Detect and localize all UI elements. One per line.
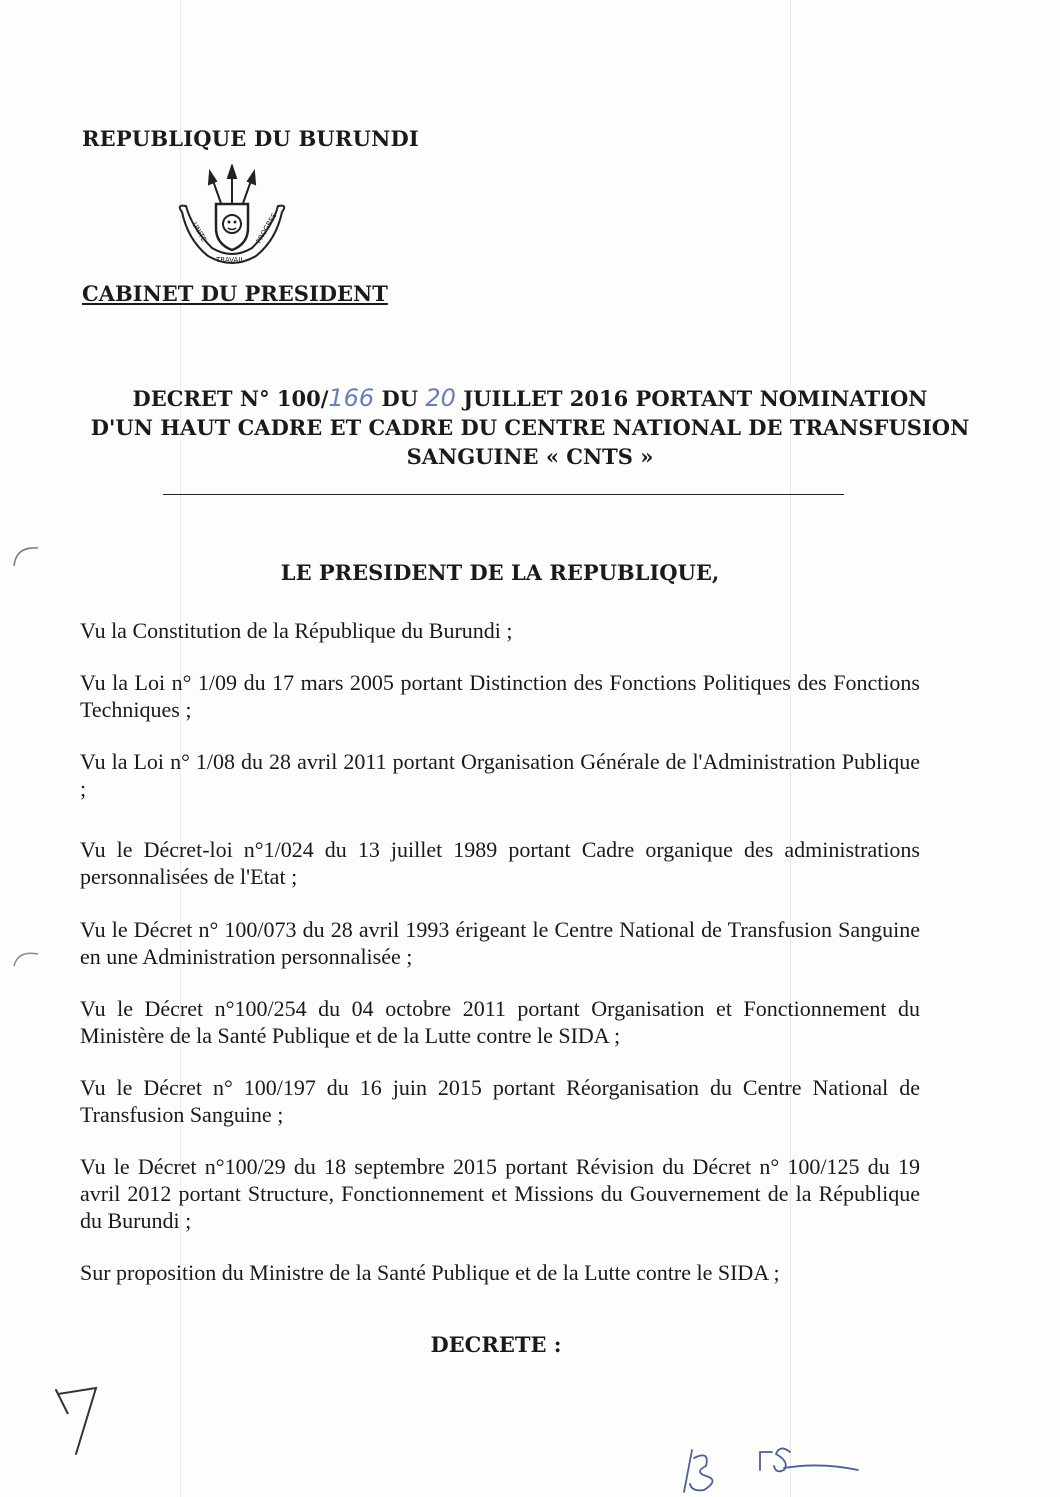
decree-title-line-1 [90,384,970,413]
punch-hole-mark [10,942,40,972]
decree-day-handwritten: 20 [425,384,456,412]
decree-number-prefix: DECRET N° 100/ [132,386,329,411]
president-heading: LE PRESIDENT DE LA REPUBLIQUE, [280,560,720,585]
visa-paragraph: Vu le Décret n°100/254 du 04 octobre 2011 portant Organisation et Fonctionnement du Ministère de la Santé Publique et de la Lutte contre le SIDA ; [80,996,920,1048]
visa-paragraph: Sur proposition du Ministre de la Santé Publique et de la Lutte contre le SIDA ; [80,1260,780,1285]
visa-paragraph: Vu la Loi n° 1/08 du 28 avril 2011 portant Organisation Générale de l'Administration Publique ; [80,749,920,801]
decree-title-line-3: SANGUINE « CNTS » [406,444,654,469]
decree-number-handwritten: 166 [328,384,375,412]
svg-text:UNITE: UNITE [190,221,208,244]
decrete-heading: DECRETE : [430,1332,562,1357]
handwritten-initials-icon [680,1440,870,1495]
national-emblem-icon [172,164,292,274]
visa-paragraph: Vu le Décret-loi n°1/024 du 13 juillet 1989 portant Cadre organique des administrations personnalisées de l'Etat ; [80,837,920,889]
svg-text:PROGRES: PROGRES [254,211,279,245]
handwritten-paraph-icon [52,1384,102,1464]
cabinet-heading: CABINET DU PRESIDENT [82,281,388,306]
title-divider [163,494,844,495]
svg-text:TRAVAIL: TRAVAIL [216,256,245,264]
decree-title [90,384,970,471]
decree-du: DU [381,386,419,411]
visa-paragraph: Vu le Décret n°100/29 du 18 septembre 2015 portant Révision du Décret n° 100/125 du 19 avril 2012 portant Structure, Fonctionnement et Missions du Gouvernement de la République du Burundi ; [80,1154,920,1233]
decree-title-line-2: D'UN HAUT CADRE ET CADRE DU CENTRE NATIONAL DE TRANSFUSION [90,415,970,440]
visa-paragraph: Vu le Décret n° 100/073 du 28 avril 1993 érigeant le Centre National de Transfusion Sanguine en une Administration personnalisée ; [80,917,920,969]
republic-heading: REPUBLIQUE DU BURUNDI [82,126,419,151]
decree-title-rest: JUILLET 2016 PORTANT NOMINATION [463,386,928,411]
visa-paragraph: Vu le Décret n° 100/197 du 16 juin 2015 portant Réorganisation du Centre National de Transfusion Sanguine ; [80,1075,920,1127]
visa-paragraph: Vu la Loi n° 1/09 du 17 mars 2005 portant Distinction des Fonctions Politiques des Fonctions Techniques ; [80,670,920,722]
visa-paragraph: Vu la Constitution de la République du Burundi ; [80,618,513,643]
